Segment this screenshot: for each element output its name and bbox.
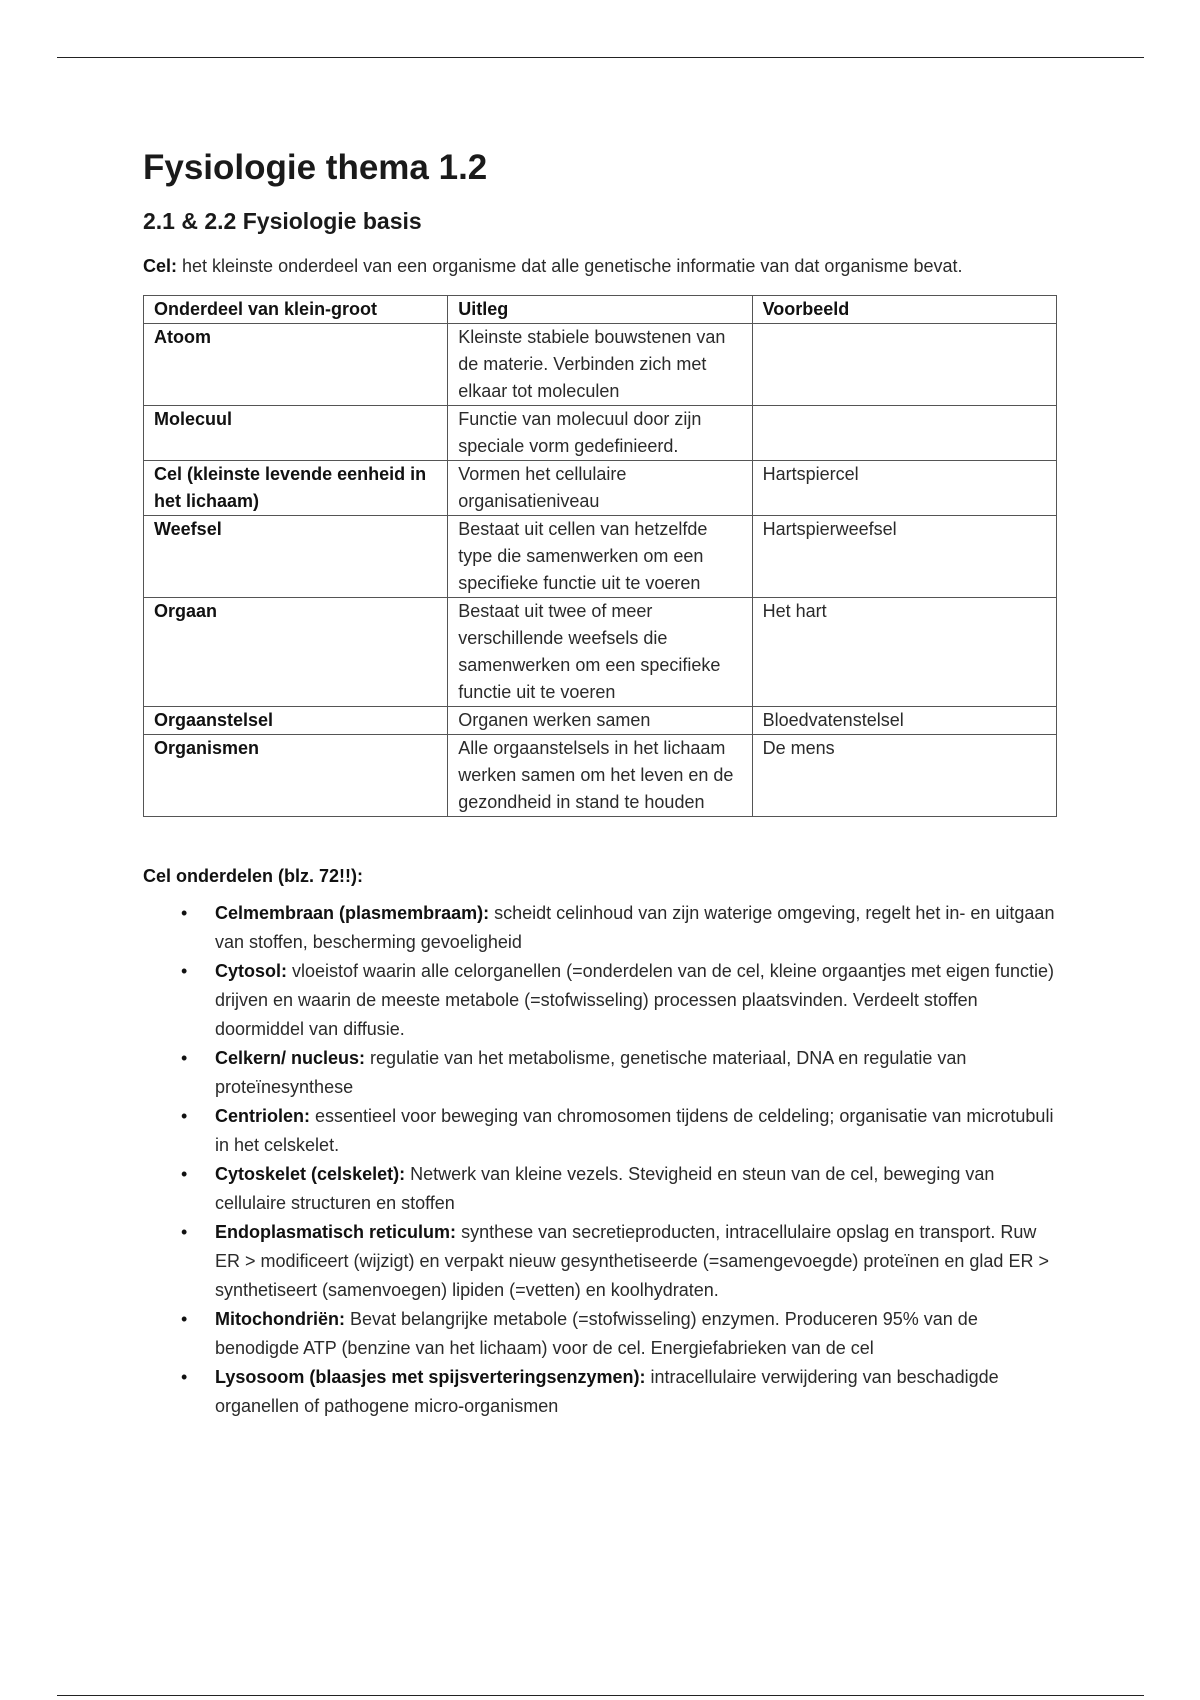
item-text: scheidt celinhoud van zijn waterige omgeving, regelt het in- en uitgaan van stoffen, bescherming gevoeligheid xyxy=(215,903,1055,952)
cell-explanation: Vormen het cellulaire organisatieniveau xyxy=(448,461,752,516)
bullet-icon: • xyxy=(181,1309,188,1329)
bullet-icon: • xyxy=(181,1164,188,1184)
item-text: vloeistof waarin alle celorganellen (=onderdelen van de cel, kleine orgaantjes met eigen functie) drijven en waarin de meeste metabole (=stofwisseling) processen plaatsvinden. Verdeelt stoffen doormiddel van diffusie. xyxy=(215,961,1054,1039)
cell-explanation: Organen werken samen xyxy=(448,707,752,735)
item-term: Lysosoom (blaasjes met spijsverteringsenzymen): xyxy=(215,1367,646,1387)
table-row xyxy=(144,598,1057,707)
bullet-icon: • xyxy=(181,961,188,981)
cell-part: Orgaanstelsel xyxy=(144,707,448,735)
item-text: Bevat belangrijke metabole (=stofwisseling) enzymen. Produceren 95% van de benodigde ATP (benzine van het lichaam) voor de cel. Energiefabrieken van de cel xyxy=(215,1309,978,1358)
cell-part: Molecuul xyxy=(144,406,448,461)
cell-example xyxy=(752,406,1056,461)
item-term: Mitochondriën: xyxy=(215,1309,345,1329)
section-heading: 2.1 & 2.2 Fysiologie basis xyxy=(143,208,422,234)
item-text: regulatie van het metabolisme, genetische materiaal, DNA en regulatie van proteïnesynthese xyxy=(215,1048,967,1097)
cell-definition xyxy=(143,252,1058,280)
item-term: Cytosol: xyxy=(215,961,287,981)
cell-part: Organismen xyxy=(144,735,448,817)
document-body xyxy=(143,146,1058,1421)
cell-explanation: Alle orgaanstelsels in het lichaam werken samen om het leven en de gezondheid in stand te houden xyxy=(448,735,752,817)
item-term: Celkern/ nucleus: xyxy=(215,1048,366,1068)
list-item xyxy=(143,1044,1058,1102)
item-text: intracellulaire verwijdering van beschadigde organellen of pathogene micro-organismen xyxy=(215,1367,999,1416)
cell-part: Cel (kleinste levende eenheid in het lichaam) xyxy=(144,461,448,516)
cell-part: Weefsel xyxy=(144,516,448,598)
item-text: essentieel voor beweging van chromosomen tijdens de celdeling; organisatie van microtubuli in het celskelet. xyxy=(215,1106,1054,1155)
cell-example: Het hart xyxy=(752,598,1056,707)
item-text: synthese van secretieproducten, intracellulaire opslag en transport. Ruw ER > modificeert (wijzigt) en verpakt nieuw gesynthetiseerde (=samengevoegde) proteïnen en glad ER > synthetiseert (samenvoegen) lipiden (=vetten) en koolhydraten. xyxy=(215,1222,1049,1300)
table-row xyxy=(144,461,1057,516)
definition-term: Cel: xyxy=(143,256,178,276)
list-item xyxy=(143,957,1058,1044)
table-row xyxy=(144,735,1057,817)
definition-text: het kleinste onderdeel van een organisme dat alle genetische informatie van dat organisme bevat. xyxy=(177,256,963,276)
list-item xyxy=(143,1218,1058,1305)
cell-part: Atoom xyxy=(144,324,448,406)
list-item xyxy=(143,1102,1058,1160)
list-item xyxy=(143,1305,1058,1363)
table-header-row xyxy=(144,296,1057,324)
organization-levels-table xyxy=(143,295,1057,817)
bullet-icon: • xyxy=(181,1048,188,1068)
cell-explanation: Bestaat uit twee of meer verschillende weefsels die samenwerken om een specifieke functie uit te voeren xyxy=(448,598,752,707)
list-item xyxy=(143,899,1058,957)
cell-example xyxy=(752,324,1056,406)
item-text: Netwerk van kleine vezels. Stevigheid en steun van de cel, beweging van cellulaire structuren en stoffen xyxy=(215,1164,995,1213)
table-row xyxy=(144,324,1057,406)
column-header-example: Voorbeeld xyxy=(752,296,1056,324)
cell-example: Hartspiercel xyxy=(752,461,1056,516)
list-item xyxy=(143,1160,1058,1218)
bullet-icon: • xyxy=(181,903,188,923)
item-term: Celmembraan (plasmembraam): xyxy=(215,903,490,923)
footer-rule xyxy=(57,1695,1144,1696)
cell-example: Bloedvatenstelsel xyxy=(752,707,1056,735)
item-term: Endoplasmatisch reticulum: xyxy=(215,1222,457,1242)
table-row xyxy=(144,516,1057,598)
cell-example: Hartspierweefsel xyxy=(752,516,1056,598)
item-term: Cytoskelet (celskelet): xyxy=(215,1164,406,1184)
bullet-icon: • xyxy=(181,1222,188,1242)
bullet-icon: • xyxy=(181,1367,188,1387)
cell-parts-list xyxy=(143,899,1058,1421)
header-rule xyxy=(57,57,1144,58)
column-header-part: Onderdeel van klein-groot xyxy=(144,296,448,324)
table-row xyxy=(144,406,1057,461)
document-title: Fysiologie thema 1.2 xyxy=(143,148,488,187)
cell-explanation: Kleinste stabiele bouwstenen van de materie. Verbinden zich met elkaar tot moleculen xyxy=(448,324,752,406)
cell-part: Orgaan xyxy=(144,598,448,707)
cell-explanation: Functie van molecuul door zijn speciale vorm gedefinieerd. xyxy=(448,406,752,461)
cell-example: De mens xyxy=(752,735,1056,817)
table-row xyxy=(144,707,1057,735)
bullet-icon: • xyxy=(181,1106,188,1126)
item-term: Centriolen: xyxy=(215,1106,311,1126)
column-header-explanation: Uitleg xyxy=(448,296,752,324)
cell-parts-heading: Cel onderdelen (blz. 72!!): xyxy=(143,866,364,886)
list-item xyxy=(143,1363,1058,1421)
cell-explanation: Bestaat uit cellen van hetzelfde type die samenwerken om een specifieke functie uit te voeren xyxy=(448,516,752,598)
